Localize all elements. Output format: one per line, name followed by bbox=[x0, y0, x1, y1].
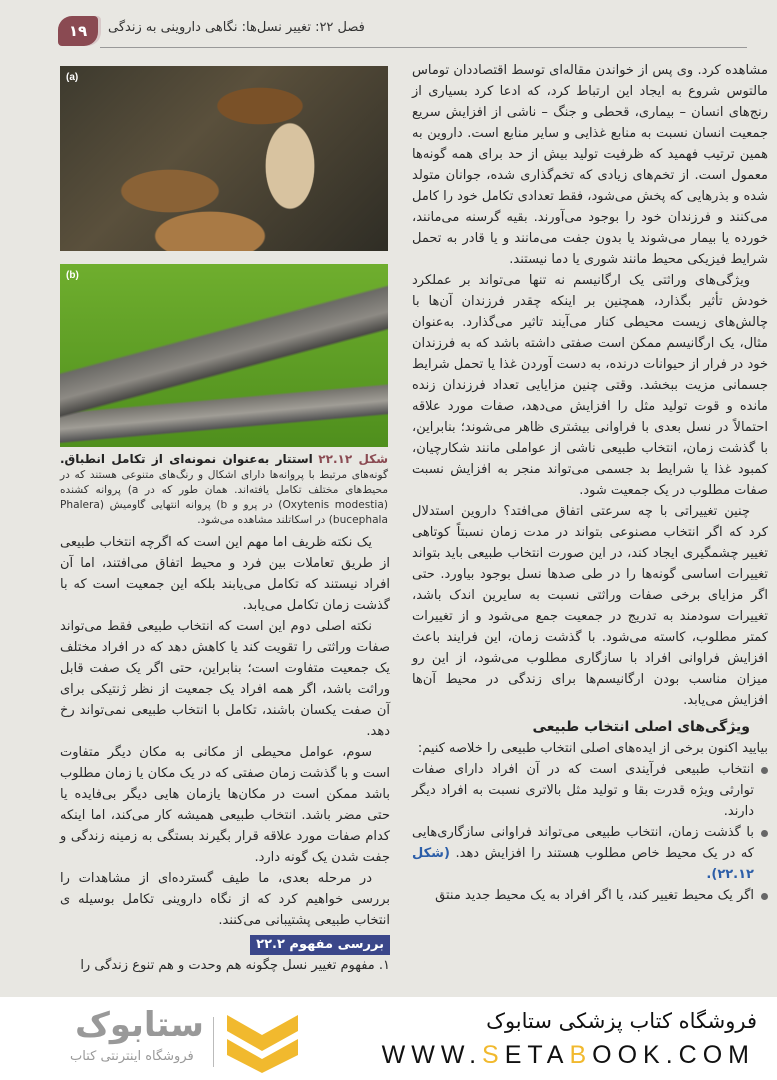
list-item bbox=[412, 822, 768, 885]
review-question: ۱. مفهوم تغییر نسل چگونه هم وحدت و هم تنوع زندگی را bbox=[80, 958, 390, 973]
store-name: فروشگاه کتاب پزشکی ستابوک bbox=[486, 1009, 757, 1033]
figure-photo-b bbox=[60, 264, 388, 447]
right-column bbox=[412, 60, 768, 906]
list-item bbox=[412, 759, 768, 822]
caption-number: شکل ۲۲.۱۲ bbox=[318, 452, 388, 466]
paragraph: در مرحله بعدی، ما طیف گسترده‌ای از مشاهدات را بررسی خواهیم کرد که از نگاه داروینی تکامل بوسیله ی انتخاب طبیعی پشتیبانی می‌کنند. bbox=[60, 871, 390, 928]
page-header bbox=[0, 0, 777, 55]
logo-subtitle: فروشگاه اینترنتی کتاب bbox=[70, 1049, 194, 1064]
caption-title: استتار به‌عنوان نمونه‌ای از تکامل انطباق. bbox=[60, 452, 313, 466]
logo-divider bbox=[213, 1017, 214, 1067]
chapter-title: فصل ۲۲: تغییر نسل‌ها: نگاهی داروینی به زندگی bbox=[108, 20, 365, 35]
caption-body: گونه‌های مرتبط با پروانه‌ها دارای اشکال و رنگ‌های متنوعی هستند که در محیط‌های مختلف تکامل یافته‌اند. همان طور که در a) پروانه کشنده (Oxytenis modestia) در پرو و b) پروانه انتهایی گاومیش (Phalera bucephala) در اسکاتلند مشاهده می‌شود. bbox=[60, 469, 389, 526]
store-url[interactable] bbox=[382, 1041, 755, 1070]
bullet-text: اگر یک محیط تغییر کند، یا اگر افراد به یک محیط جدید منتق bbox=[435, 888, 754, 903]
page-number: ۱۹ bbox=[58, 16, 98, 46]
bullet-text: با گذشت زمان، انتخاب طبیعی می‌تواند فراوانی سازگاری‌هایی که در یک محیط خاص مطلوب هستند را افزایش دهد. bbox=[412, 825, 754, 861]
bullet-list bbox=[412, 759, 768, 906]
setabook-logo bbox=[30, 1005, 300, 1075]
photo-label-a: (a) bbox=[66, 72, 79, 83]
figure-caption bbox=[60, 452, 388, 528]
url-part: OOK.COM bbox=[592, 1041, 755, 1069]
list-item bbox=[412, 885, 768, 906]
url-part: B bbox=[569, 1041, 593, 1069]
section-intro: بیایید اکنون برخی از ایده‌های اصلی انتخاب طبیعی را خلاصه کنیم: bbox=[417, 741, 768, 756]
figure-reference-link[interactable]: (شکل ۲۲.۱۲). bbox=[412, 846, 754, 882]
paragraph: ویژگی‌های وراثتی یک ارگانیسم نه تنها می‌تواند بر عملکرد خودش تأثیر بگذارد، همچنین بر اینکه چقدر فرزندان آن‌ها با چالش‌های زیست محیطی کنار می‌آیند تاثیر می‌گذارد. به‌عنوان مثال، یک ارگانیسم ممکن است صفتی داشته باشد که به فرزندان خود در فرار از حیوانات درنده، به دست آوردن غذا یا تحمل شرایط جسمانی مزیت ببخشد. وقتی چنین مزایایی تعداد فرزندان زنده مانده و قوت تولید مثل را افزایش می‌دهد، صفات مورد علاقه احتمالاً در نسل بعدی با فراوانی بیشتری ظاهر می‌شوند؛ بنابراین، با گذشت زمان، انتخاب طبیعی ناشی از عواملی مانند شکارچیان، کمبود غذا یا شرایط بد جسمی می‌تواند منجر به افزایش نسبت صفات مطلوب در یک جمعیت شود. bbox=[412, 273, 768, 498]
url-part: WWW. bbox=[381, 1041, 483, 1069]
concept-review-heading: بررسی مفهوم ۲۲.۲ bbox=[250, 935, 390, 955]
header-divider bbox=[100, 47, 747, 48]
url-part: ETA bbox=[504, 1041, 570, 1069]
photo-label-b: (b) bbox=[66, 270, 79, 281]
paragraph: سوم، عوامل محیطی از مکانی به مکان دیگر متفاوت است و با گذشت زمان صفتی که در یک مکان یا زمان مطلوب باشد ممکن است در مکان‌ها یازمان هایی دیگر بی‌فایده یا حتی مضر باشد. انتخاب طبیعی همیشه کار می‌کند، اما اینکه کدام صفات مورد علاقه قرار بگیرند بستگی به زمینه زندگی و جفت شدن یک گونه دارد. bbox=[60, 745, 390, 865]
paragraph: نکته اصلی دوم این است که انتخاب طبیعی فقط می‌تواند صفات وراثتی را تقویت کند یا کاهش دهد که در افراد مختلف یک جمعیت متفاوت است؛ بنابراین، حتی اگر یک صفت قابل وراثت باشد، اگر همه افراد یک جمعیت از نظر ژنتیکی برای آن صفت یکسان باشند، تکامل با انتخاب طبیعی نمی‌تواند رخ دهد. bbox=[60, 619, 390, 739]
url-part: S bbox=[482, 1041, 505, 1069]
figure-photo-a bbox=[60, 66, 388, 251]
paragraph: مشاهده کرد. وی پس از خواندن مقاله‌ای توسط اقتصاددان توماس مالتوس شروع به ایجاد این ارتباط کرد، که ادعا کرد بسیاری از رنج‌های انسان – بیماری، قحطی و جنگ – ناشی از افزایش سریع جمعیت انسان نسبت به منابع غذایی و سایر منابع است. داروین به همین ترتیب فهمید که ظرفیت تولید بیش از حد برای همه گونه‌ها معمول است. از تخم‌های زیادی که تخم‌گذاری شده، جوانان متولد شده و بذرهایی که پخش می‌شود، فقط تعدادی تکامل خود را کامل می‌کنند و فرزندان خود را بوجود می‌آورند. بقیه گرسنه می‌مانند، خورده یا بیمار می‌شوند یا بدون جفت می‌مانند و یا قادر به تحمل شرایط فیزیکی محیط مانند شوری یا دما نیستند. bbox=[412, 63, 768, 267]
paragraph: چنین تغییراتی با چه سرعتی اتفاق می‌افتد؟ داروین استدلال کرد که اگر انتخاب مصنوعی بتواند در مدت زمان نسبتاً کوتاهی تغییر چشمگیری ایجاد کند، در این صورت انتخاب طبیعی باید بتواند تغییرات اساسی گونه‌ها را در طی صدها نسل بوجود بیاورد. حتی اگر مزایای برخی صفات وراثتی نسبت به سایرین اندک باشد، تغییرات سودمند به تدریج در جمعیت جمع می‌شود و از تغییرات کمتر مطلوب، کاسته می‌شود. با گذشت زمان، این فرایند باعث افزایش فراوانی افراد با سازگاری مطلوب می‌شود، از این رو میزان مناسب بودن ارگانیسم‌ها برای زندگی در محیط آن‌ها افزایش می‌یابد. bbox=[412, 504, 768, 708]
logo-wordmark: ستابوک bbox=[75, 1005, 204, 1045]
bullet-text: انتخاب طبیعی فرآیندی است که در آن افراد دارای صفات توارثی ویژه قدرت بقا و تولید مثل بالاتری نسبت به افراد دیگر دارند. bbox=[412, 762, 754, 819]
store-footer bbox=[0, 997, 777, 1080]
left-column bbox=[60, 532, 390, 976]
paragraph: یک نکته ظریف اما مهم این است که اگرچه انتخاب طبیعی از طریق تعاملات بین فرد و محیط اتفاق می‌افتند، اما آن افراد نیستند که تکامل می‌یابند بلکه این جمعیت است که با گذشت زمان تکامل می‌یابد. bbox=[60, 535, 390, 613]
chevron-logo-icon bbox=[225, 1013, 300, 1073]
section-heading: ویژگی‌های اصلی انتخاب طبیعی bbox=[532, 719, 750, 735]
